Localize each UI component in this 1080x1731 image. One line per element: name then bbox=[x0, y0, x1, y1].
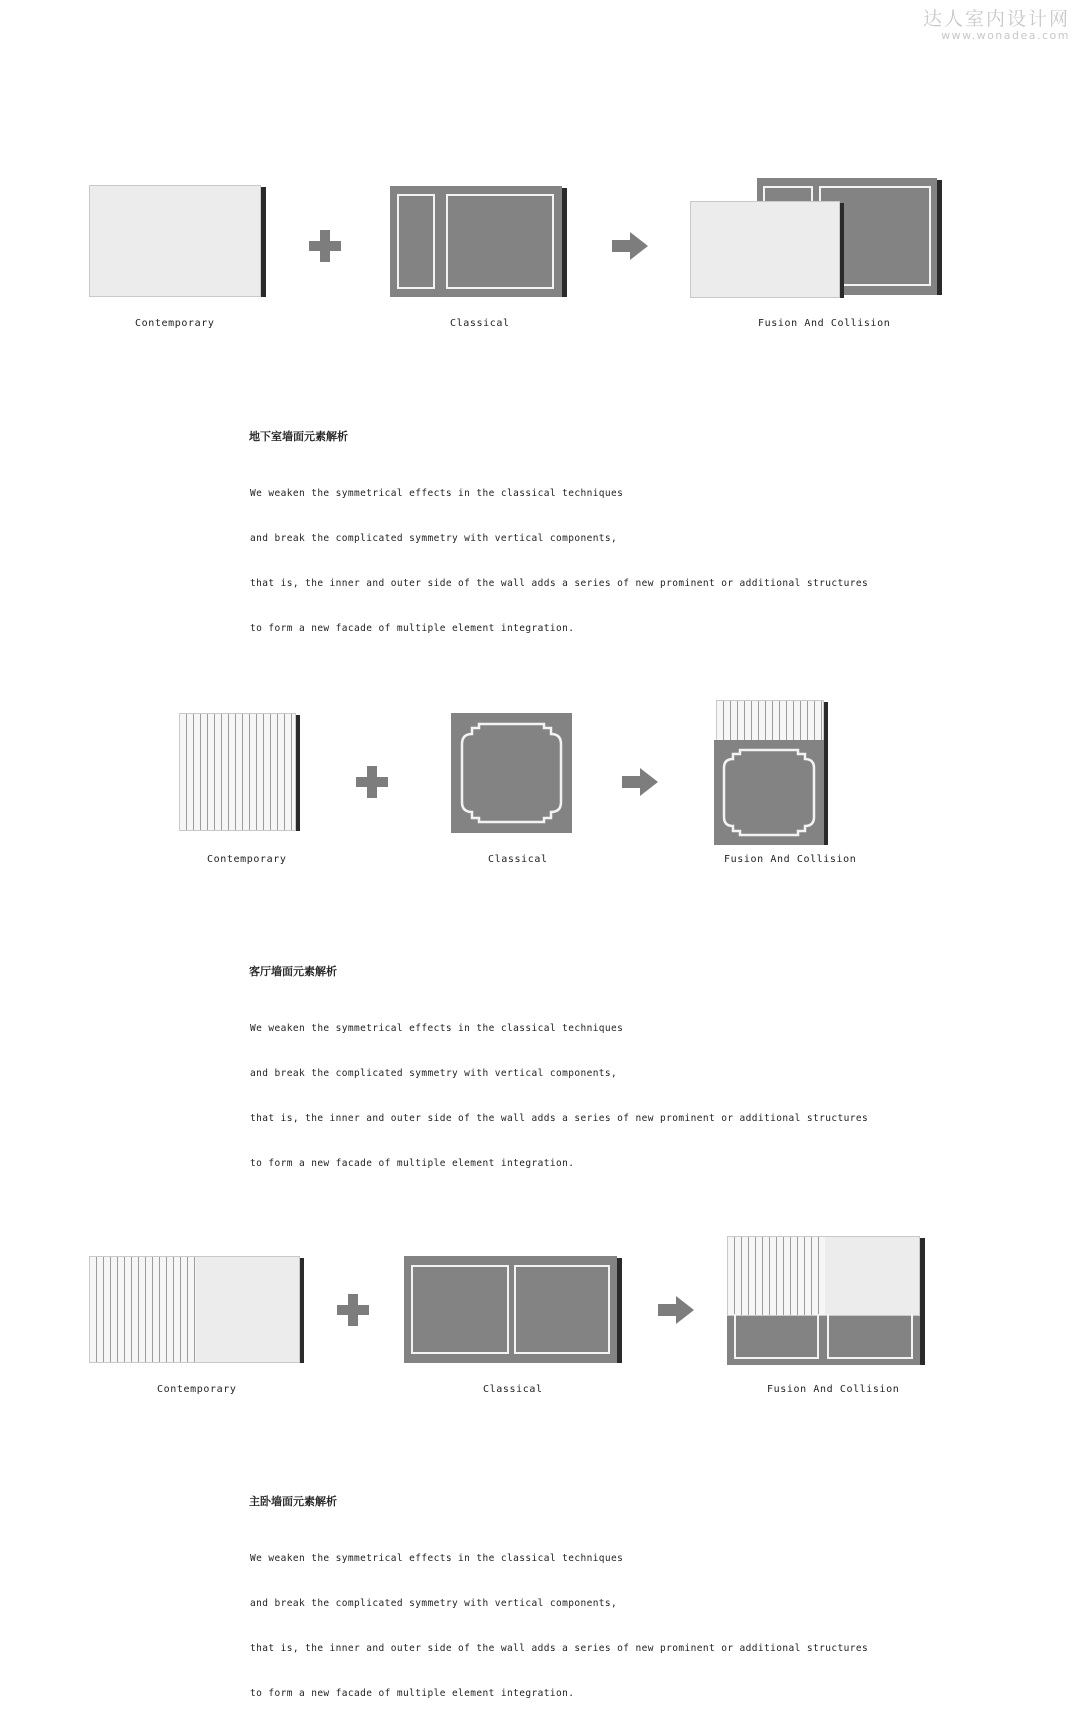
classical-panel bbox=[404, 1256, 617, 1363]
fusion-contemporary-panel bbox=[825, 1236, 920, 1316]
section-heading: 主卧墙面元素解析 bbox=[249, 1495, 337, 1508]
section-heading: 客厅墙面元素解析 bbox=[249, 965, 337, 978]
panel-frame-right bbox=[514, 1265, 610, 1354]
watermark bbox=[923, 4, 1070, 42]
description-line: and break the complicated symmetry with vertical components, bbox=[250, 533, 618, 544]
fusion-contemporary-panel bbox=[690, 201, 840, 298]
panel-frame-left bbox=[411, 1265, 509, 1354]
plus-icon bbox=[337, 1294, 369, 1326]
panel-frame-right bbox=[827, 1314, 913, 1359]
contemporary-panel bbox=[89, 185, 261, 297]
panel-shadow bbox=[920, 1238, 925, 1365]
label-classical: Classical bbox=[450, 318, 510, 329]
label-fusion: Fusion And Collision bbox=[767, 1384, 900, 1395]
description-line: to form a new facade of multiple element integration. bbox=[250, 1688, 575, 1699]
label-classical: Classical bbox=[483, 1384, 543, 1395]
arrow-right-icon bbox=[612, 232, 648, 260]
description-line: and break the complicated symmetry with vertical components, bbox=[250, 1598, 618, 1609]
panel-shadow bbox=[937, 180, 942, 295]
panel-shadow bbox=[562, 188, 567, 297]
label-fusion: Fusion And Collision bbox=[724, 854, 857, 865]
description-line: that is, the inner and outer side of the wall adds a series of new prominent or additional structures bbox=[250, 1113, 869, 1124]
description-line: We weaken the symmetrical effects in the classical techniques bbox=[250, 1553, 624, 1564]
panel-frame-right bbox=[446, 194, 554, 289]
ornament-frame bbox=[714, 740, 824, 845]
panel-frame-left bbox=[397, 194, 435, 289]
watermark-url: www.wonadea.com bbox=[941, 29, 1070, 42]
panel-shadow bbox=[261, 187, 266, 297]
label-contemporary: Contemporary bbox=[207, 854, 287, 865]
panel-shadow bbox=[824, 702, 828, 845]
classical-panel bbox=[390, 186, 562, 297]
panel-shadow bbox=[617, 1258, 622, 1363]
description-line: We weaken the symmetrical effects in the classical techniques bbox=[250, 488, 624, 499]
panel-frame-left bbox=[734, 1314, 819, 1359]
watermark-text: 达人室内设计网 bbox=[922, 8, 1070, 30]
description-line: We weaken the symmetrical effects in the classical techniques bbox=[250, 1023, 624, 1034]
contemporary-stripes bbox=[89, 1256, 197, 1363]
label-classical: Classical bbox=[488, 854, 548, 865]
panel-shadow bbox=[296, 715, 300, 831]
fusion-classical-panel bbox=[714, 740, 824, 845]
label-fusion: Fusion And Collision bbox=[758, 318, 891, 329]
label-contemporary: Contemporary bbox=[157, 1384, 237, 1395]
fusion-contemporary-panel bbox=[716, 700, 824, 745]
plus-icon bbox=[309, 230, 341, 262]
section-heading: 地下室墙面元素解析 bbox=[249, 430, 348, 443]
contemporary-panel bbox=[179, 713, 296, 831]
description-line: that is, the inner and outer side of the wall adds a series of new prominent or additional structures bbox=[250, 1643, 869, 1654]
panel-shadow bbox=[840, 203, 844, 298]
contemporary-panel bbox=[196, 1256, 300, 1363]
arrow-right-icon bbox=[622, 768, 658, 796]
fusion-contemporary-stripes bbox=[727, 1236, 825, 1316]
section-description bbox=[250, 456, 868, 666]
ornament-frame bbox=[451, 713, 572, 833]
section-description bbox=[250, 991, 868, 1201]
panel-shadow bbox=[300, 1258, 304, 1363]
section-description bbox=[250, 1521, 868, 1731]
fusion-classical-panel bbox=[727, 1316, 920, 1365]
classical-panel bbox=[451, 713, 572, 833]
arrow-right-icon bbox=[658, 1296, 694, 1324]
label-contemporary: Contemporary bbox=[135, 318, 215, 329]
description-line: and break the complicated symmetry with vertical components, bbox=[250, 1068, 618, 1079]
description-line: to form a new facade of multiple element integration. bbox=[250, 1158, 575, 1169]
plus-icon bbox=[356, 766, 388, 798]
description-line: to form a new facade of multiple element integration. bbox=[250, 623, 575, 634]
description-line: that is, the inner and outer side of the wall adds a series of new prominent or additional structures bbox=[250, 578, 869, 589]
